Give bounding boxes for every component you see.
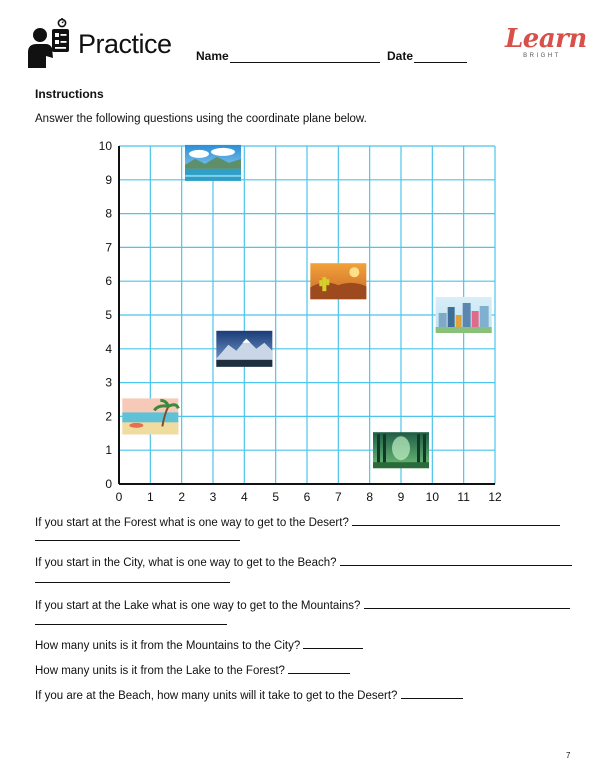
logo-subtext: BRIGHT [523, 53, 561, 59]
name-field[interactable] [230, 62, 380, 63]
city-scene-marker [436, 297, 492, 333]
answer-line[interactable] [401, 688, 463, 699]
answer-line[interactable] [364, 598, 570, 609]
y-tick-label: 2 [105, 409, 112, 424]
y-tick-label: 1 [105, 443, 112, 458]
date-field[interactable] [414, 62, 467, 63]
y-tick-label: 6 [105, 274, 112, 289]
x-tick-label: 3 [209, 490, 217, 504]
x-tick-label: 6 [303, 490, 311, 504]
student-worksheet-icon [28, 18, 72, 70]
answer-line-continued[interactable] [35, 582, 230, 583]
name-label: Name [196, 49, 229, 63]
forest-scene-marker [373, 432, 429, 468]
question-text: How many units is it from the Lake to the Forest? [35, 665, 285, 677]
x-tick-label: 11 [457, 490, 470, 504]
instructions-text: Answer the following questions using the coordinate plane below. [35, 113, 367, 125]
question-text: If you start at the Forest what is one way to get to the Desert? [35, 517, 349, 529]
lake-scene-marker [185, 145, 241, 181]
answer-line-continued[interactable] [35, 540, 240, 541]
x-tick-label: 2 [178, 490, 186, 504]
answer-line[interactable] [352, 515, 560, 526]
x-tick-label: 1 [146, 490, 154, 504]
learn-bright-logo [505, 24, 587, 59]
question-text: If you are at the Beach, how many units will it take to get to the Desert? [35, 690, 398, 702]
question-text: How many units is it from the Mountains to the City? [35, 640, 301, 652]
answer-line-continued[interactable] [35, 624, 227, 625]
question-6 [35, 688, 463, 702]
desert-scene-marker [310, 263, 366, 299]
x-tick-label: 0 [115, 490, 123, 504]
question-1 [35, 515, 560, 529]
coordinate-plane [96, 136, 516, 506]
y-tick-label: 8 [105, 206, 112, 221]
x-tick-label: 10 [425, 490, 440, 504]
question-text: If you start at the Lake what is one way to get to the Mountains? [35, 600, 361, 612]
page-number: 7 [566, 751, 571, 760]
logo-text: Learn [505, 24, 587, 54]
x-tick-label: 7 [334, 490, 342, 504]
question-text: If you start in the City, what is one way to get to the Beach? [35, 557, 337, 569]
x-tick-label: 5 [272, 490, 280, 504]
question-2 [35, 555, 572, 569]
question-4 [35, 638, 363, 652]
answer-line[interactable] [303, 638, 363, 649]
question-5 [35, 663, 350, 677]
y-tick-label: 7 [105, 240, 112, 255]
y-tick-label: 10 [98, 139, 112, 153]
x-tick-label: 8 [366, 490, 374, 504]
y-tick-label: 5 [105, 308, 112, 322]
y-tick-label: 3 [105, 375, 112, 390]
x-tick-label: 12 [488, 490, 502, 504]
page-title: Practice [78, 29, 172, 59]
y-tick-label: 9 [105, 172, 112, 187]
y-tick-label: 4 [105, 341, 112, 356]
date-label: Date [387, 49, 414, 63]
mountains-scene-marker [216, 331, 272, 367]
question-3 [35, 598, 570, 612]
instructions-heading: Instructions [35, 87, 104, 101]
answer-line[interactable] [288, 663, 350, 674]
y-tick-label: 0 [105, 477, 112, 491]
x-tick-label: 4 [240, 490, 248, 504]
answer-line[interactable] [340, 555, 572, 566]
x-tick-label: 9 [397, 490, 405, 504]
beach-scene-marker [122, 398, 178, 434]
